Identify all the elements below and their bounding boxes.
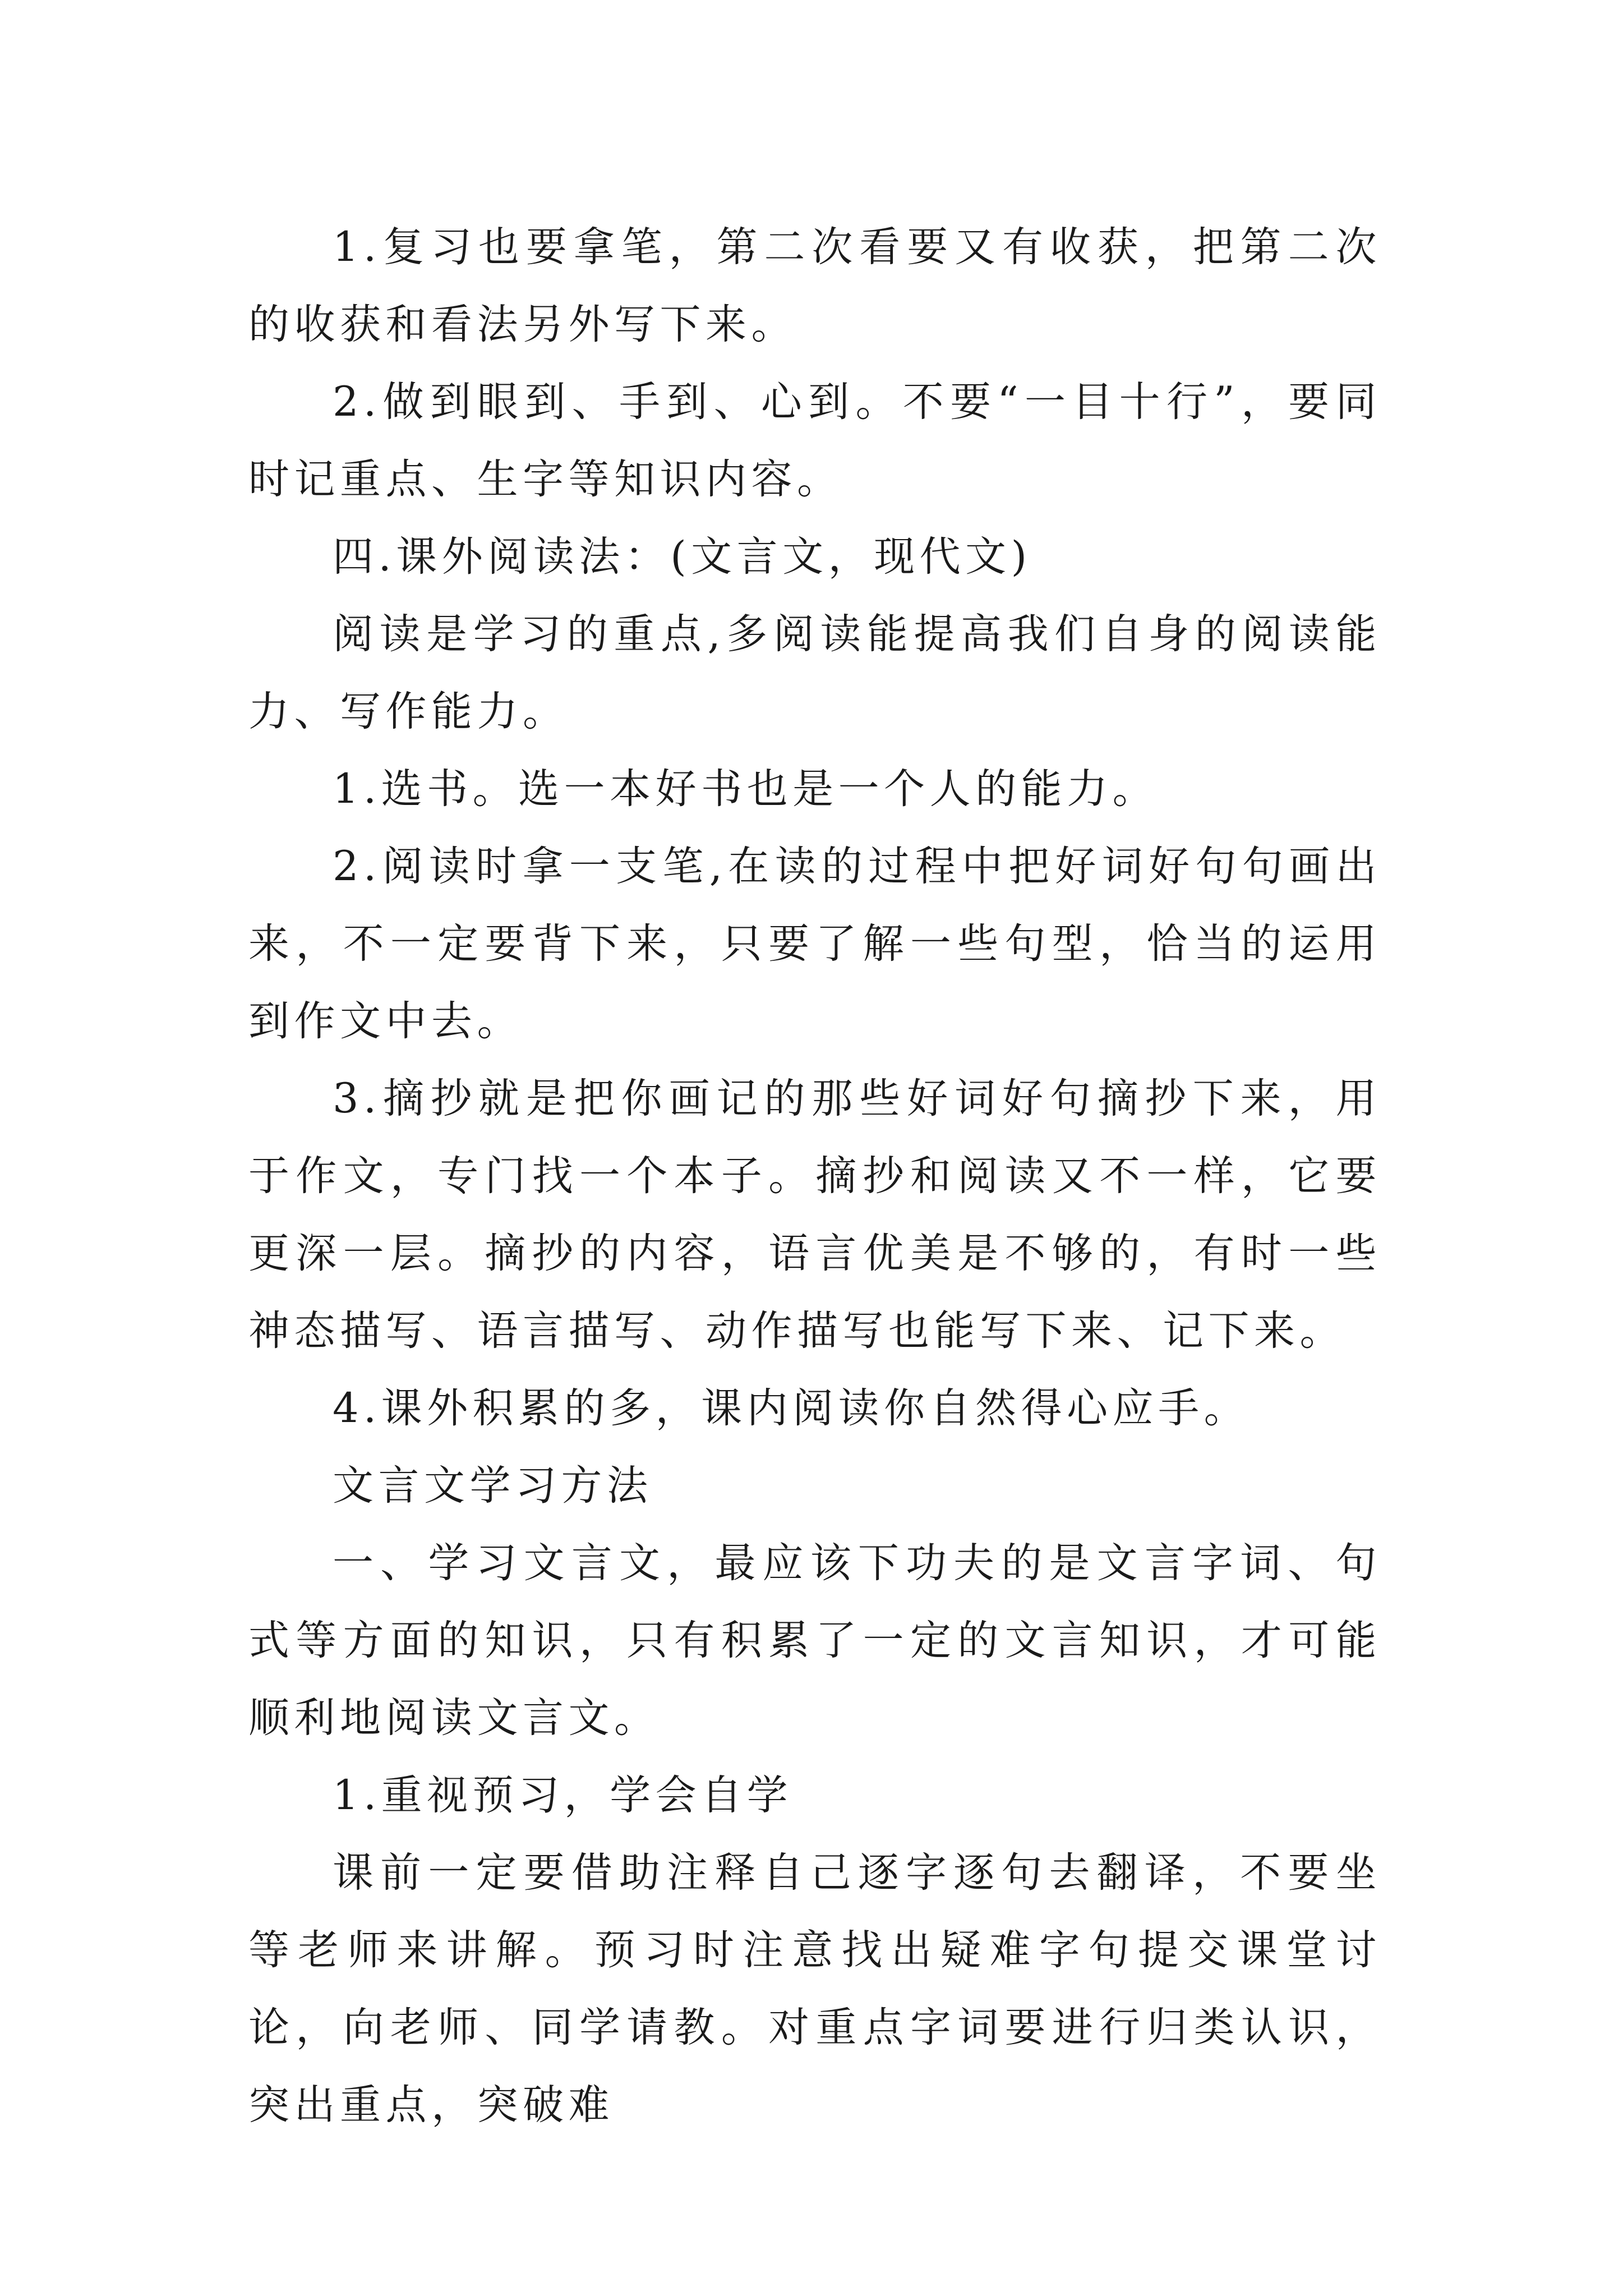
paragraph-excerpt: 3.摘抄就是把你画记的那些好词好句摘抄下来，用于作文，专门找一个本子。摘抄和阅读又不一样，它要更深一层。摘抄的内容，语言优美是不够的，有时一些神态描写、语言描写、动作描写也能写下来、记下来。	[248, 1075, 1381, 1355]
paragraph-extracurricular-heading: 四.课外阅读法：(文言文，现代文)	[333, 533, 1032, 581]
paragraph-accumulation: 4.课外积累的多，课内阅读你自然得心应手。	[333, 1384, 1250, 1432]
paragraph-read-with-pen: 2.阅读时拿一支笔,在读的过程中把好词好句句画出来，不一定要背下来，只要了解一些句型，恰当的运用到作文中去。	[248, 843, 1381, 1045]
section-heading-classical-chinese: 文言文学习方法	[333, 1462, 653, 1510]
paragraph-classical-knowledge: 一、学习文言文，最应该下功夫的是文言字词、句式等方面的知识，只有积累了一定的文言知识，才可能顺利地阅读文言文。	[248, 1539, 1381, 1742]
document-body	[248, 209, 1381, 2144]
paragraph-preview-heading: 1.重视预习，学会自学	[333, 1772, 793, 1819]
paragraph-eyes-hands-heart: 2.做到眼到、手到、心到。不要“一目十行”，要同时记重点、生字等知识内容。	[248, 378, 1381, 503]
paragraph-choose-book: 1.选书。选一本好书也是一个人的能力。	[333, 765, 1159, 813]
paragraph-preview-detail: 课前一定要借助注释自己逐字逐句去翻译，不要坐等老师来讲解。预习时注意找出疑难字句提交课堂讨论，向老师、同学请教。对重点字词要进行归类认识，突出重点，突破难	[248, 1849, 1381, 2129]
paragraph-reading-importance: 阅读是学习的重点,多阅读能提高我们自身的阅读能力、写作能力。	[248, 610, 1381, 735]
paragraph-review-pen: 1.复习也要拿笔，第二次看要又有收获，把第二次的收获和看法另外写下来。	[248, 223, 1381, 348]
